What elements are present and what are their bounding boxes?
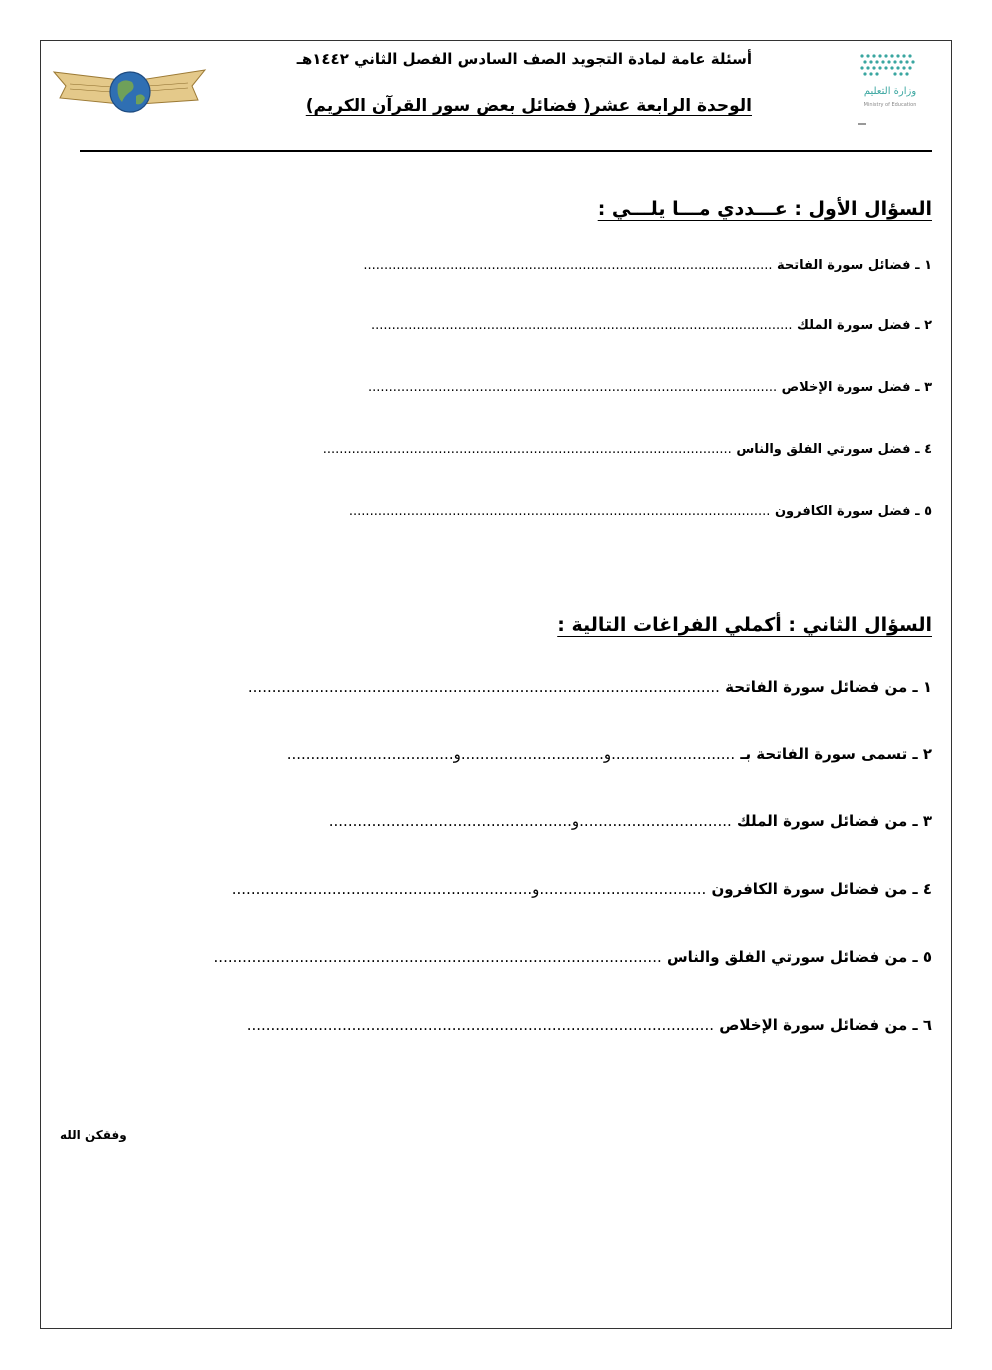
question1-title: السؤال الأول : عـــددي مـــا يلـــي : <box>597 198 932 220</box>
question2-item-1 <box>248 678 932 696</box>
question2-item-2 <box>287 745 932 763</box>
item-label: ٦ ـ من فضائل سورة الإخلاص <box>719 1016 932 1034</box>
question2-item-5 <box>214 948 932 966</box>
answer-blank[interactable]: ................................................................................................... <box>367 380 778 395</box>
item-label: ١ ـ من فضائل سورة الفاتحة <box>725 678 932 696</box>
ministry-logo-text: وزارة التعليم <box>863 86 917 97</box>
ministry-logo <box>854 48 924 126</box>
item-label: ١ ـ فضائل سورة الفاتحة <box>777 258 932 273</box>
answer-blank[interactable]: ...................................................................................................... <box>371 318 793 333</box>
question1-item-5 <box>349 504 932 519</box>
answer-blank[interactable]: ................................................................................................... <box>322 442 732 457</box>
item-label: ٢ ـ فضل سورة الملك <box>797 318 932 333</box>
question1-item-3 <box>368 380 932 395</box>
globe-emblem <box>52 66 207 116</box>
answer-blank[interactable]: .................................................................................................. <box>246 1016 714 1034</box>
answer-blank[interactable]: ................................................................................................... <box>363 258 773 273</box>
question1-item-4 <box>323 442 932 457</box>
closing-note: وفقكن الله <box>60 1128 127 1142</box>
answer-blank[interactable]: ................................و................................................... <box>328 812 732 830</box>
item-label: ٥ ـ فضل سورة الكافرون <box>774 504 932 519</box>
item-label: ٣ ـ من فضائل سورة الملك <box>736 812 932 830</box>
question1-item-2 <box>371 318 932 333</box>
item-label: ٤ ـ من فضائل سورة الكافرون <box>711 880 932 898</box>
item-label: ٤ ـ فضل سورتي الفلق والناس <box>736 442 932 457</box>
question2-item-6 <box>247 1016 932 1034</box>
item-label: ٥ ـ من فضائل سورتي الفلق والناس <box>666 948 932 966</box>
header-divider <box>80 150 932 152</box>
answer-blank[interactable]: .............................................................................................. <box>213 948 662 966</box>
item-label: ٣ ـ فضل سورة الإخلاص <box>781 380 932 395</box>
answer-blank[interactable]: ...................................و............................................................... <box>231 880 707 898</box>
unit-title: الوحدة الرابعة عشر( فضائل بعض سور القرآن الكريم) <box>305 96 752 116</box>
answer-blank[interactable]: ..........................و..............................و................................... <box>286 745 736 763</box>
ministry-logo-subtext: Ministry of Education <box>863 102 917 108</box>
question1-item-1 <box>363 258 932 273</box>
answer-blank[interactable]: ................................................................................................... <box>247 678 720 696</box>
item-label: ٢ ـ تسمى سورة الفاتحة بـ <box>740 745 932 763</box>
question2-title: السؤال الثاني : أكملي الفراغات التالية : <box>557 614 932 636</box>
question2-item-4 <box>232 880 932 898</box>
answer-blank[interactable]: ...................................................................................................... <box>348 504 771 519</box>
question2-item-3 <box>329 812 932 830</box>
page-header-title: أسئلة عامة لمادة التجويد الصف السادس الفصل الثاني ١٤٤٢هـ <box>296 50 752 68</box>
